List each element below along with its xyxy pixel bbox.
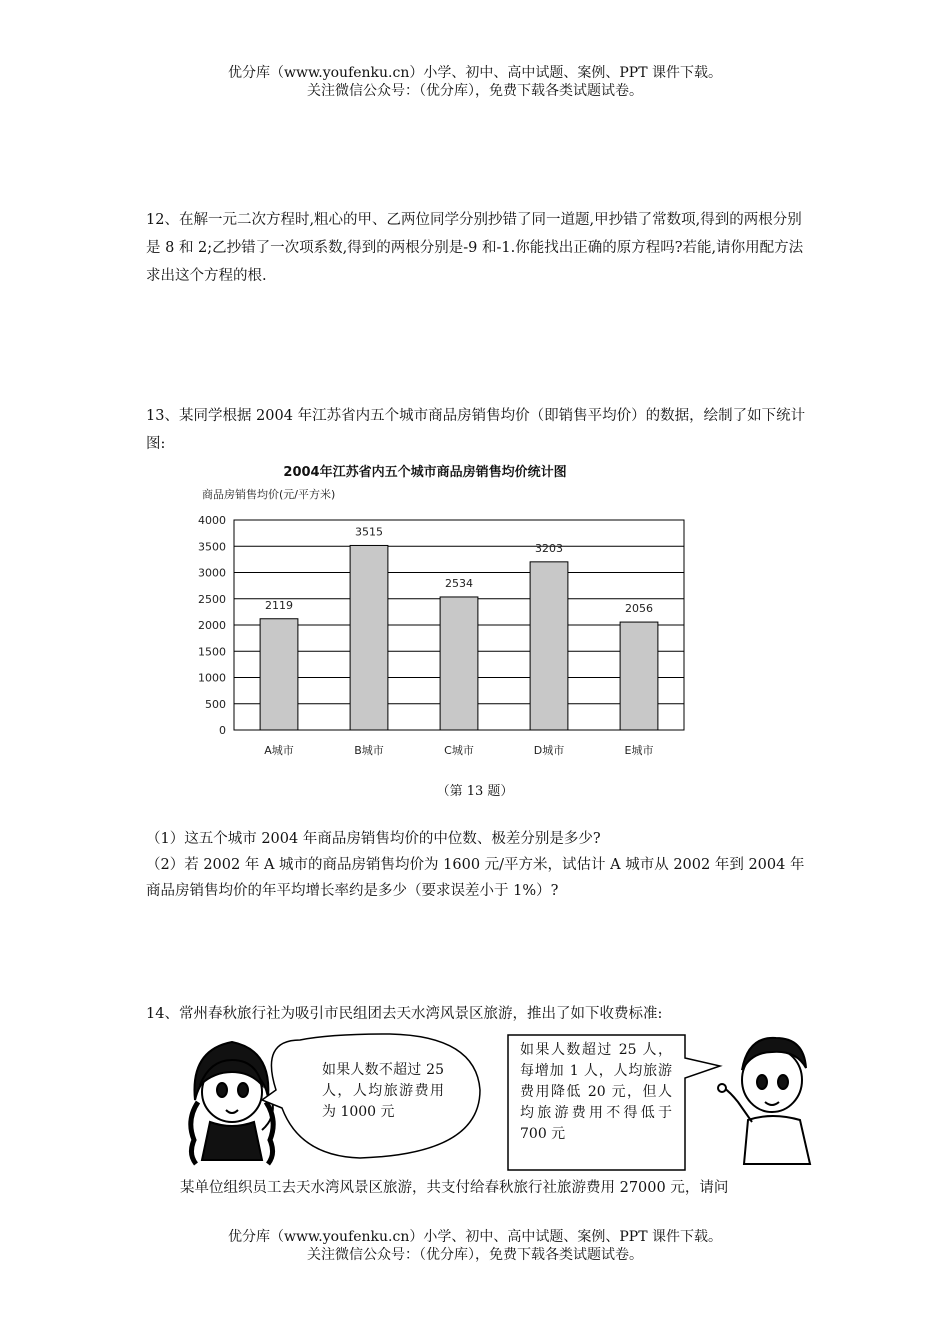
footer-line-1: 优分库（www.youfenku.cn）小学、初中、高中试题、案例、PPT 课件下载。 xyxy=(227,1229,722,1245)
bar-C城市 xyxy=(440,597,478,730)
figure-caption: （第 13 题） xyxy=(436,784,514,799)
bar-value-label: 3203 xyxy=(535,541,563,555)
bar-value-label: 2119 xyxy=(265,598,293,612)
bar-chart xyxy=(180,458,720,768)
bar-value-label: 2534 xyxy=(445,576,473,590)
chart-title: 2004年江苏省内五个城市商品房销售均价统计图 xyxy=(283,465,567,480)
question-12: 12、在解一元二次方程时,粗心的甲、乙两位同学分别抄错了同一道题,甲抄错了常数项,得到的两根分别是 8 和 2;乙抄错了一次项系数,得到的两根分别是-9 和-1.你能找出正确的原方程吗?若能,请你用配方法求出这个方程的根. xyxy=(146,212,804,284)
y-tick-label: 2000 xyxy=(198,619,226,632)
question-13: 13、某同学根据 2004 年江苏省内五个城市商品房销售均价（即销售平均价）的数据，绘制了如下统计图: xyxy=(146,408,806,452)
subquestion-2: （2）若 2002 年 A 城市的商品房销售均价为 1600 元/平方米，试估计 A 城市从 2002 年到 2004 年商品房销售均价的年平均增长率约是多少（要求误差小于 1%）? xyxy=(146,857,805,899)
bar-E城市 xyxy=(620,622,658,730)
left-bubble-text: 如果人数不超过 25 人，人均旅游费用为 1000 元 xyxy=(322,1062,444,1120)
header-line-2: 关注微信公众号：（优分库），免费下载各类试题试卷。 xyxy=(307,83,643,99)
bar-D城市 xyxy=(530,562,568,730)
y-tick-label: 1000 xyxy=(198,671,226,685)
chart-ylabel: 商品房销售均价(元/平方米) xyxy=(202,488,336,501)
y-tick-label: 500 xyxy=(205,697,226,711)
bar-B城市 xyxy=(350,545,388,730)
boy-illustration xyxy=(718,1038,810,1164)
y-tick-label: 0 xyxy=(219,724,226,737)
y-tick-label: 3500 xyxy=(198,540,226,554)
question-14: 14、常州春秋旅行社为吸引市民组团去天水湾风景区旅游，推出了如下收费标准: xyxy=(146,1006,663,1022)
subquestion-1: （1）这五个城市 2004 年商品房销售均价的中位数、极差分别是多少? xyxy=(146,831,601,847)
right-bubble-text: 如果人数超过 25 人，每增加 1 人，人均旅游费用降低 20 元，但人均旅游费用不得低于 700 元 xyxy=(520,1042,672,1142)
y-tick-label: 3000 xyxy=(198,566,226,580)
x-tick-label: C城市 xyxy=(444,744,474,757)
question-14-continuation: 某单位组织员工去天水湾风景区旅游，共支付给春秋旅行社旅游费用 27000 元，请问 xyxy=(180,1180,729,1196)
bar-value-label: 2056 xyxy=(625,602,653,616)
page-footer xyxy=(0,1228,950,1264)
y-tick-label: 4000 xyxy=(198,514,226,527)
x-tick-label: B城市 xyxy=(354,744,384,757)
chart-y-ticks xyxy=(198,514,226,737)
girl-illustration xyxy=(191,1042,273,1164)
bar-value-label: 3515 xyxy=(355,525,383,539)
chart-bars xyxy=(260,525,658,730)
x-tick-label: A城市 xyxy=(264,744,294,757)
chart-x-ticks xyxy=(264,744,653,757)
x-tick-label: D城市 xyxy=(533,744,565,757)
y-tick-label: 2500 xyxy=(198,592,226,606)
y-tick-label: 1500 xyxy=(198,645,226,659)
header-line-1: 优分库（www.youfenku.cn）小学、初中、高中试题、案例、PPT 课件下载。 xyxy=(227,65,722,81)
footer-line-2: 关注微信公众号：（优分库），免费下载各类试题试卷。 xyxy=(307,1247,643,1263)
x-tick-label: E城市 xyxy=(624,744,654,757)
bar-A城市 xyxy=(260,619,298,730)
question-13-subquestions xyxy=(146,826,806,904)
page-header xyxy=(0,64,950,100)
